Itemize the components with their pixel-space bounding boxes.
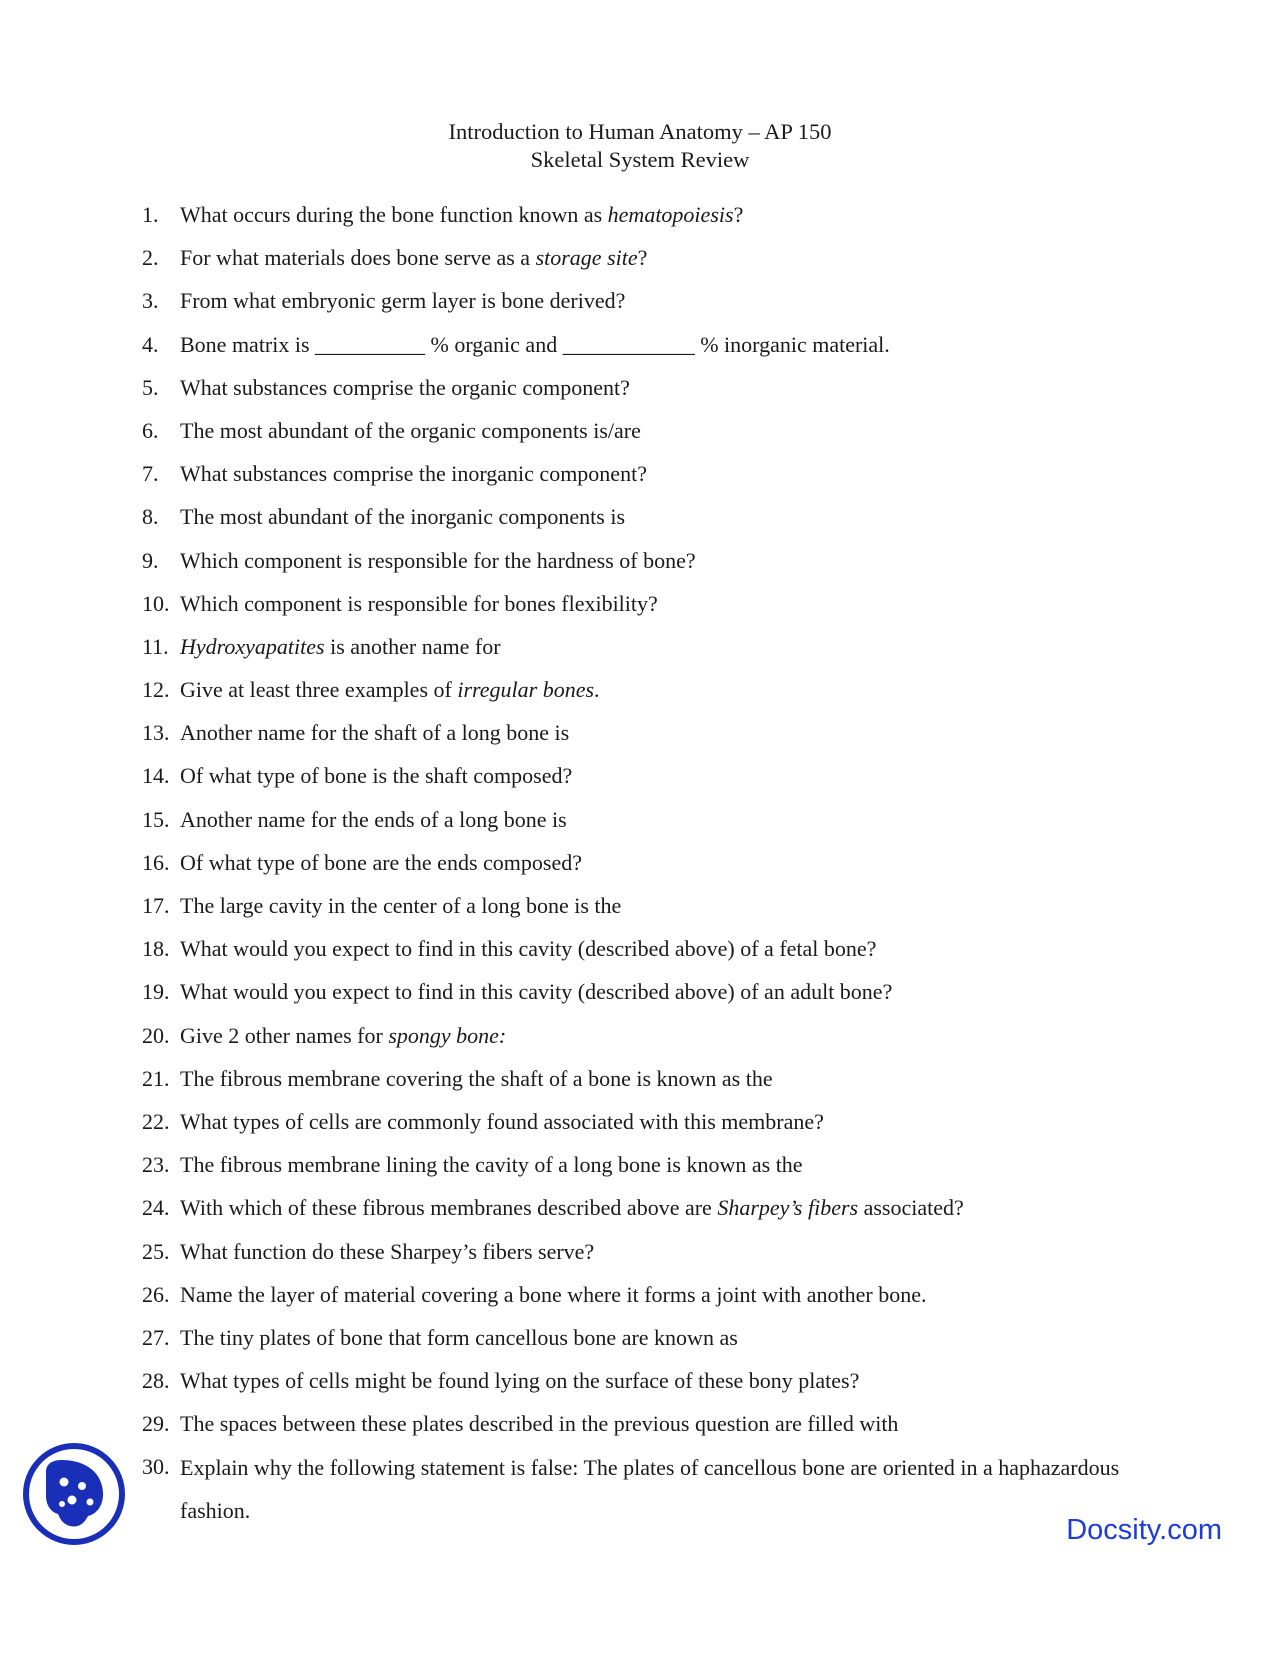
- question-item: [142, 288, 1142, 331]
- question-number: 5.: [142, 374, 159, 400]
- question-number: 1.: [142, 202, 159, 227]
- question-text-part: Which component is responsible for bones flexibility?: [180, 590, 658, 616]
- question-text-part: What types of cells are commonly found associated with this membrane?: [180, 1108, 824, 1134]
- question-item: [142, 677, 1142, 720]
- question-text: [180, 1368, 1142, 1411]
- question-text: [180, 202, 1142, 245]
- question-text: [180, 1109, 1142, 1152]
- question-item: [142, 504, 1142, 547]
- question-text-part: With which of these fibrous membranes described above are: [180, 1195, 718, 1221]
- document-title: Introduction to Human Anatomy – AP 150: [448, 119, 832, 144]
- question-item: [142, 1195, 1142, 1238]
- question-text-part: What would you expect to find in this cavity (described above) of a fetal bone?: [180, 936, 877, 962]
- question-number: 20.: [142, 1022, 170, 1048]
- question-number: 18.: [142, 936, 170, 962]
- question-text: [180, 591, 1142, 634]
- question-item: [142, 634, 1142, 677]
- question-item: [142, 720, 1142, 763]
- question-item: [142, 850, 1142, 893]
- question-item: [142, 936, 1142, 979]
- question-number: 6.: [142, 417, 159, 443]
- question-item: [142, 1454, 1142, 1532]
- question-number: 13.: [142, 720, 170, 746]
- question-number: 4.: [142, 331, 159, 357]
- question-item: [142, 245, 1142, 288]
- question-item: [142, 893, 1142, 936]
- question-text-part: What substances comprise the inorganic component?: [180, 461, 647, 487]
- question-text: [180, 1239, 1142, 1282]
- question-text: [180, 1325, 1142, 1368]
- question-text: [180, 936, 1142, 979]
- question-term: Sharpey’s fibers: [717, 1195, 859, 1221]
- question-number: 28.: [142, 1368, 170, 1394]
- question-item: [142, 1152, 1142, 1195]
- question-number: 27.: [142, 1324, 170, 1350]
- question-number: 10.: [142, 590, 170, 616]
- question-number: 16.: [142, 849, 170, 875]
- document-subtitle: Skeletal System Review: [530, 147, 750, 172]
- question-text-part: Name the layer of material covering a bone where it forms a joint with another bone.: [180, 1281, 927, 1307]
- question-number: 15.: [142, 806, 170, 832]
- question-text-part: Which component is responsible for the hardness of bone?: [180, 547, 696, 573]
- question-text: [180, 461, 1142, 504]
- question-text: [180, 1446, 1142, 1532]
- question-text: [180, 1066, 1142, 1109]
- question-item: [142, 202, 1142, 245]
- question-text-part: What function do these Sharpey’s fibers serve?: [180, 1238, 595, 1264]
- question-text: [180, 1282, 1142, 1325]
- question-text-part: What types of cells might be found lying on the surface of these bony plates?: [180, 1368, 860, 1394]
- question-number: 17.: [142, 893, 170, 918]
- question-number: 25.: [142, 1238, 170, 1264]
- docsity-brand[interactable]: Docsity.com: [1066, 1514, 1222, 1546]
- question-text: [180, 375, 1142, 418]
- question-text: [180, 979, 1142, 1022]
- question-item: [142, 1109, 1142, 1152]
- question-text-part: Another name for the ends of a long bone is: [180, 806, 567, 832]
- question-text: [180, 1195, 1142, 1238]
- question-text-part: .: [594, 677, 600, 703]
- question-item: [142, 1325, 1142, 1368]
- question-text-part: Of what type of bone are the ends composed?: [180, 849, 582, 875]
- question-text-part: The fibrous membrane lining the cavity of a long bone is known as the: [180, 1152, 803, 1178]
- question-number: 26.: [142, 1281, 170, 1307]
- question-item: [142, 375, 1142, 418]
- question-term: storage site: [535, 245, 638, 271]
- question-number: 12.: [142, 677, 170, 703]
- question-text-part: associated?: [858, 1195, 964, 1221]
- question-text: [180, 548, 1142, 591]
- question-item: [142, 807, 1142, 850]
- question-text-part: Explain why the following statement is false: The plates of cancellous bone are oriented in a haphazardous fashion.: [180, 1454, 1120, 1524]
- question-text-part: is another name for: [324, 633, 501, 659]
- question-number: 3.: [142, 288, 159, 314]
- question-text-part: What occurs during the bone function known as: [180, 202, 608, 227]
- question-number: 19.: [142, 979, 170, 1005]
- question-item: [142, 548, 1142, 591]
- question-text: [180, 763, 1142, 806]
- question-text-part: The fibrous membrane covering the shaft of a bone is known as the: [180, 1065, 773, 1091]
- question-text-part: Give 2 other names for: [180, 1022, 389, 1048]
- document-header: [0, 118, 1280, 174]
- question-text: [180, 1152, 1142, 1195]
- question-text-part: The most abundant of the inorganic components is: [180, 504, 626, 530]
- question-text: [180, 677, 1142, 720]
- question-item: [142, 1282, 1142, 1325]
- question-item: [142, 1239, 1142, 1282]
- question-text-part: What would you expect to find in this cavity (described above) of an adult bone?: [180, 979, 893, 1005]
- question-term: irregular bones: [457, 677, 595, 703]
- question-text-part: For what materials does bone serve as a: [180, 245, 536, 271]
- question-item: [142, 332, 1142, 375]
- question-number: 14.: [142, 763, 170, 789]
- question-number: 30.: [142, 1454, 170, 1480]
- question-text: [180, 1023, 1142, 1066]
- question-text: [180, 288, 1142, 331]
- question-item: [142, 1066, 1142, 1109]
- question-text-part: ?: [637, 245, 648, 271]
- question-number: 22.: [142, 1108, 170, 1134]
- question-text-part: ?: [733, 202, 744, 227]
- question-text: [180, 807, 1142, 850]
- question-text: [180, 245, 1142, 288]
- question-text-part: The most abundant of the organic components is/are: [180, 417, 641, 443]
- question-text-part: The spaces between these plates described in the previous question are filled with: [180, 1411, 899, 1437]
- question-text: [180, 850, 1142, 893]
- question-text-part: From what embryonic germ layer is bone derived?: [180, 288, 626, 314]
- question-item: [142, 763, 1142, 806]
- question-item: [142, 979, 1142, 1022]
- question-text: [180, 634, 1142, 677]
- question-number: 7.: [142, 461, 159, 487]
- question-list: [142, 202, 1142, 1532]
- question-text-part: Another name for the shaft of a long bone is: [180, 720, 570, 746]
- question-term: Hydroxyapatites: [180, 633, 325, 659]
- question-number: 9.: [142, 547, 159, 573]
- question-text: [180, 504, 1142, 547]
- question-number: 23.: [142, 1152, 170, 1178]
- question-text: [180, 332, 1142, 375]
- question-text-part: The large cavity in the center of a long bone is the: [180, 893, 622, 918]
- question-number: 2.: [142, 245, 159, 271]
- question-item: [142, 418, 1142, 461]
- question-term: hematopoiesis: [607, 202, 734, 227]
- question-text-part: The tiny plates of bone that form cancellous bone are known as: [180, 1324, 738, 1350]
- question-text-part: Give at least three examples of: [180, 677, 458, 703]
- question-term: spongy bone:: [388, 1022, 507, 1048]
- question-text: [180, 893, 1142, 936]
- question-item: [142, 1023, 1142, 1066]
- question-number: 24.: [142, 1195, 170, 1221]
- question-number: 21.: [142, 1065, 170, 1091]
- question-text-part: What substances comprise the organic component?: [180, 374, 630, 400]
- question-text: [180, 418, 1142, 461]
- docsity-logo-icon: [22, 1442, 126, 1546]
- question-number: 29.: [142, 1411, 170, 1437]
- question-item: [142, 1368, 1142, 1411]
- question-text-part: Of what type of bone is the shaft composed?: [180, 763, 573, 789]
- question-text: [180, 720, 1142, 763]
- question-text-part: Bone matrix is __________ % organic and ____________ % inorganic material.: [180, 331, 890, 357]
- question-number: 11.: [142, 633, 169, 659]
- question-number: 8.: [142, 504, 159, 530]
- question-item: [142, 461, 1142, 504]
- question-item: [142, 591, 1142, 634]
